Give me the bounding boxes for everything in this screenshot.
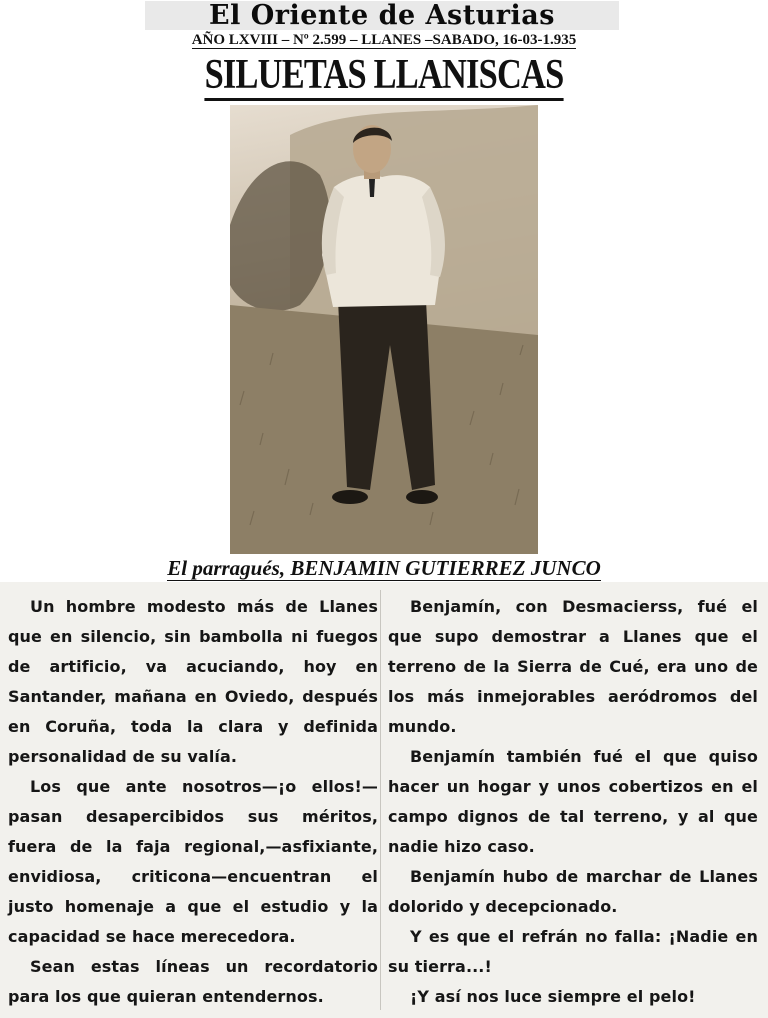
portrait-illustration [230,105,538,554]
paragraph: Y es que el refrán no falla: ¡Nadie en su tierra...! [388,927,758,976]
portrait-photo [230,105,538,554]
newspaper-masthead: El Oriente de Asturias [145,1,619,30]
article-column-right [388,592,758,1012]
paragraph: Benjamín hubo de marchar de Llanes dolorido y decepcionado. [388,867,758,916]
issue-line-text: AÑO LXVIII – Nº 2.599 – LLANES –SABADO, 16-03-1.935 [191,32,577,48]
article-clipping [0,582,768,1018]
paragraph: Un hombre modesto más de Llanes que en silencio, sin bambolla ni fuegos de artificio, va acuciando, hoy en Santander, mañana en Oviedo, después en Coruña, toda la clara y definida personalidad de su valía. [8,597,378,766]
photo-caption [0,556,768,580]
headline-text: SILUETAS LLANISCAS [205,52,564,101]
caption-text: El parragués, BENJAMIN GUTIERREZ JUNCO [167,556,601,580]
tie [369,179,375,197]
article-headline [69,52,699,98]
right-shoe [406,490,438,504]
paragraph: Benjamín también fué el que quiso hacer un hogar y unos cobertizos en el campo dignos de tal terreno, y al que nadie hizo caso. [388,747,758,856]
paragraph: ¡Y así nos luce siempre el pelo! [410,987,696,1006]
article-column-left [8,592,378,1012]
paragraph: Los que ante nosotros—¡o ellos!—pasan desapercibidos sus méritos, fuera de la faja regional,—asfixiante, envidiosa, criticona—encuentran el justo homenaje a que el estudio y la capacidad se hace merecedora. [8,777,378,946]
paragraph: Benjamín, con Desmacierss, fué el que supo demostrar a Llanes que el terreno de la Sierra de Cué, era uno de los más inmejorables aeródromos del mundo. [388,597,758,736]
column-divider [380,590,381,1010]
paragraph: Sean estas líneas un recordatorio para los que quieran entendernos. [8,957,378,1006]
issue-line [0,31,768,49]
left-shoe [332,490,368,504]
